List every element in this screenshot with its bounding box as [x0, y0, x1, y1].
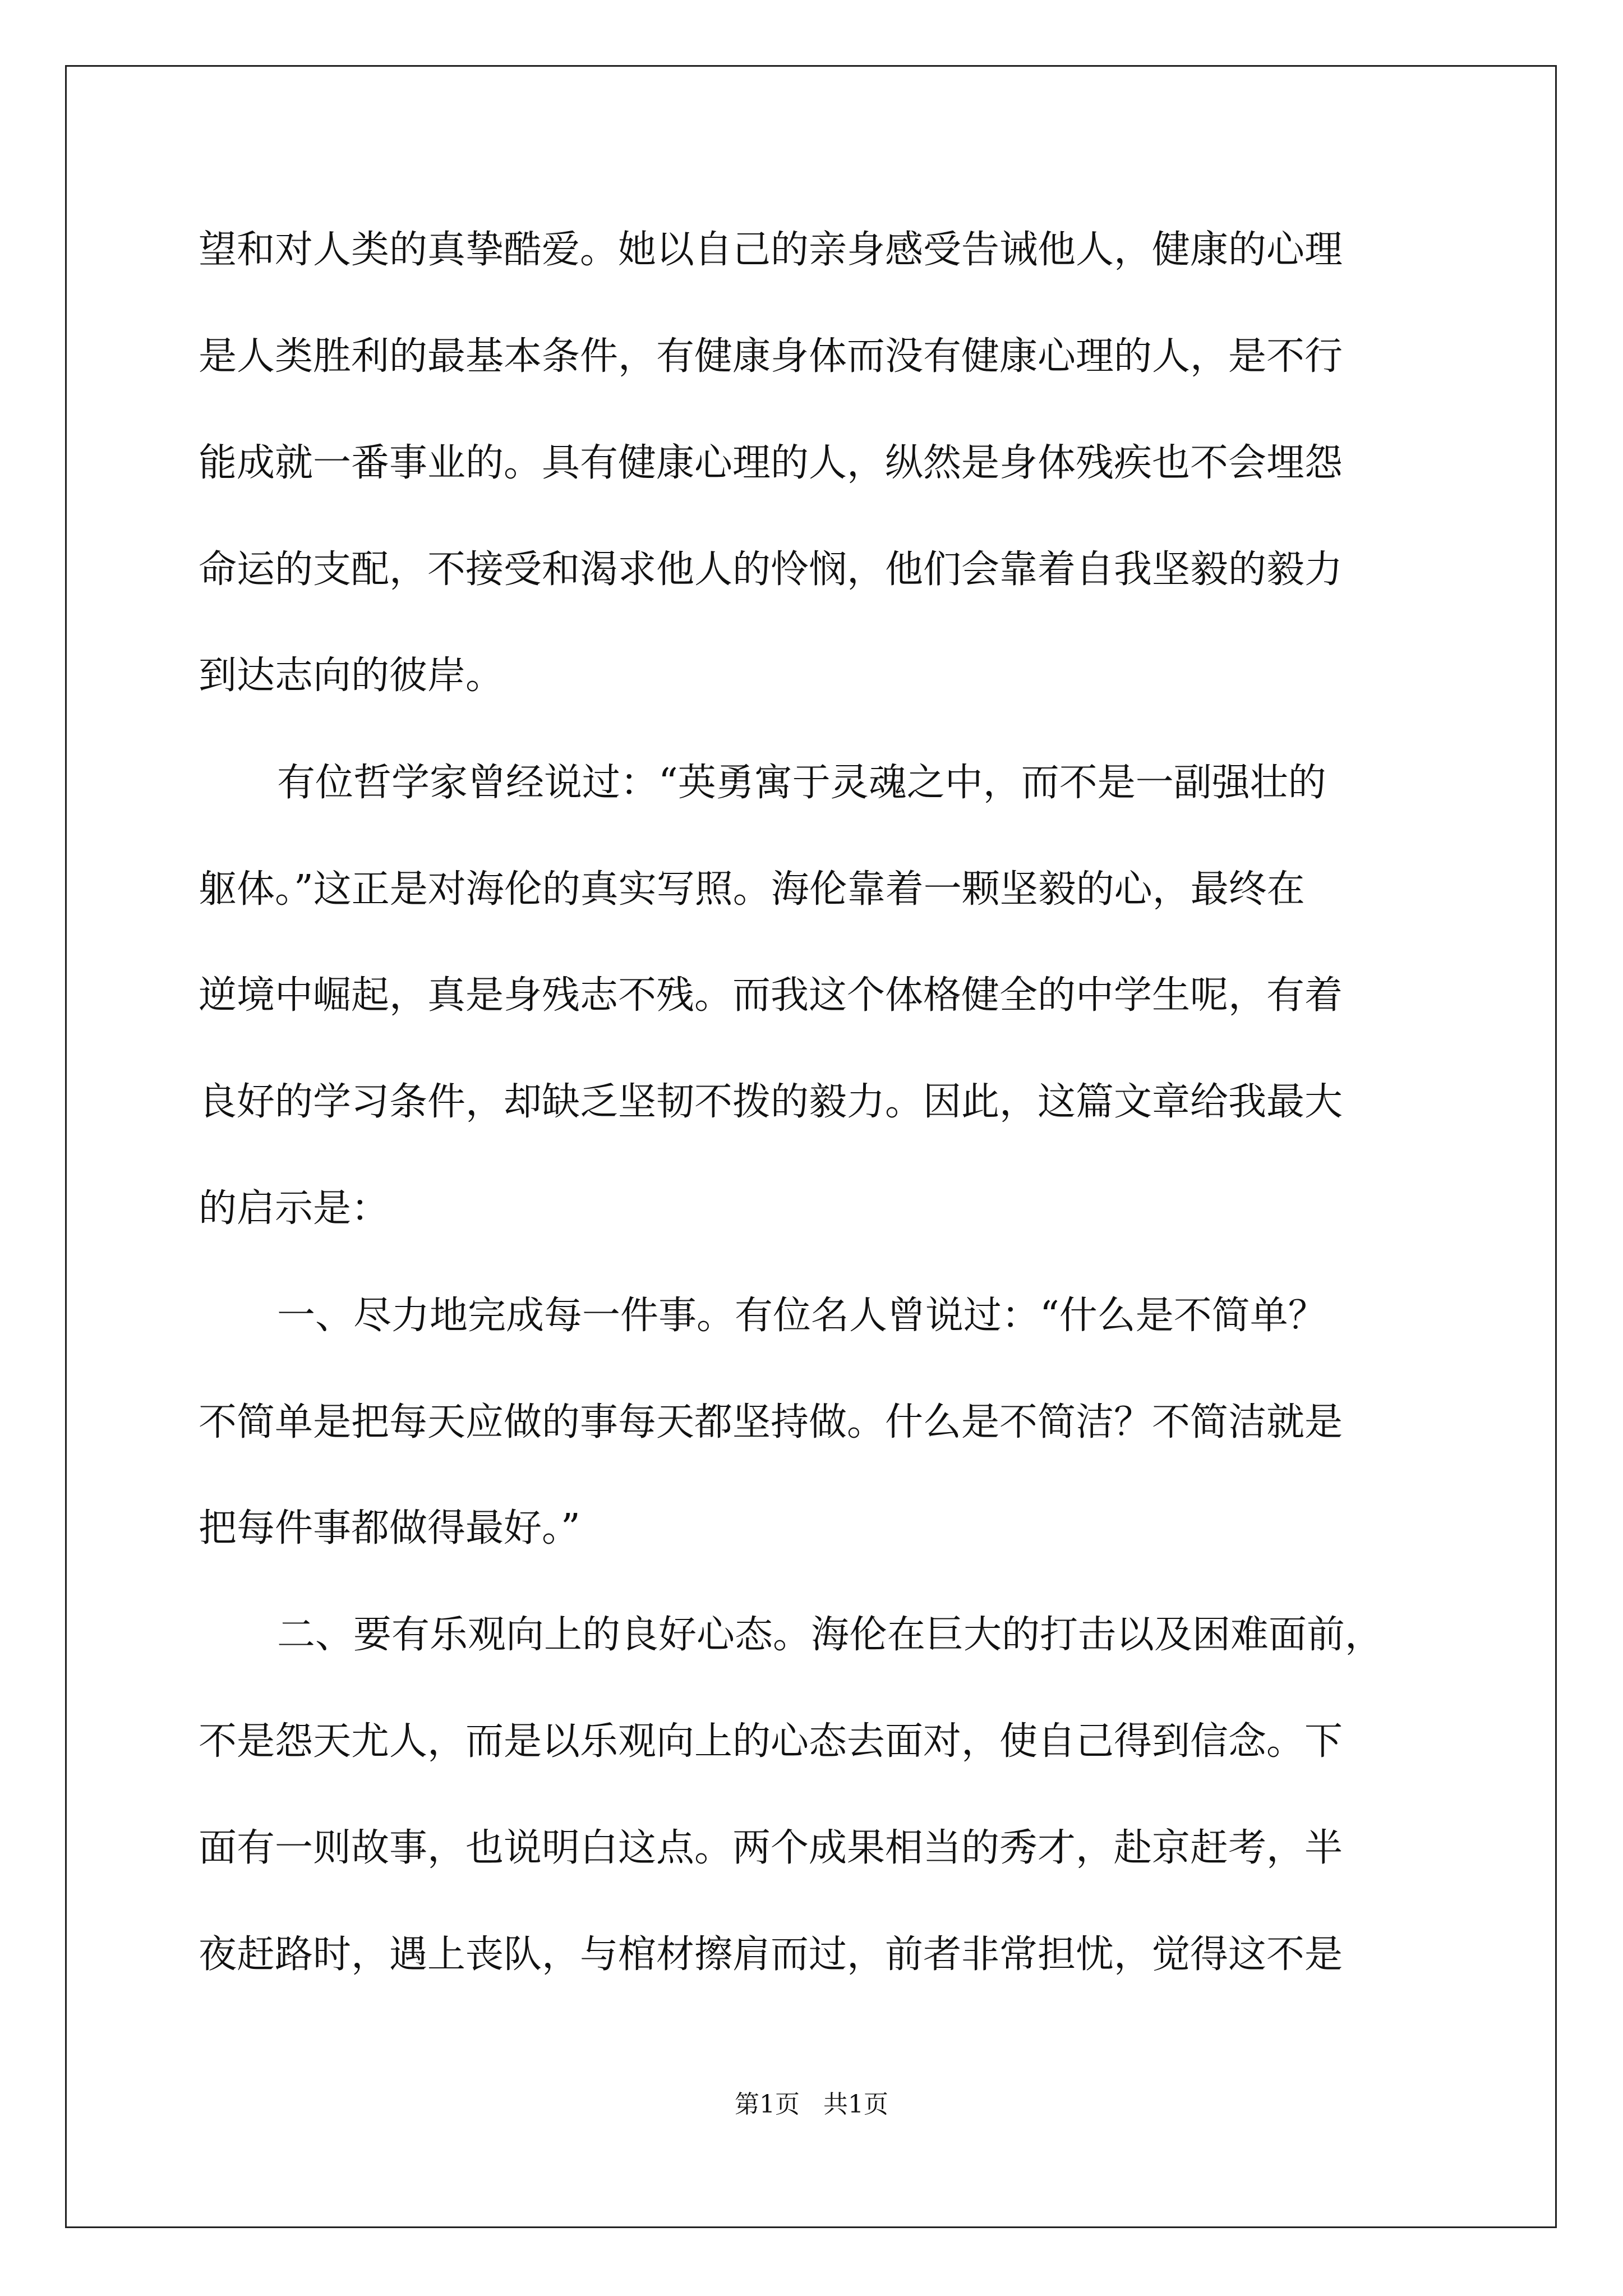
paragraph-start-line: 二、要有乐观向上的良好心态。海伦在巨大的打击以及困难面前， — [277, 1613, 1384, 1657]
text-line: 不是怨天尤人，而是以乐观向上的心态去面对，使自己得到信念。下 — [199, 1719, 1343, 1764]
page-number-footer: 第1页 共1页 — [735, 2090, 888, 2119]
text-line: 不简单是把每天应做的事每天都坚持做。什么是不简洁？不简洁就是 — [199, 1400, 1343, 1444]
page-border — [65, 65, 1557, 2228]
text-line: 面有一则故事，也说明白这点。两个成果相当的秀才，赴京赶考，半 — [199, 1826, 1343, 1870]
paragraph-start-line: 一、尽力地完成每一件事。有位名人曾说过：“什么是不简单？ — [277, 1294, 1326, 1338]
text-line: 的启示是： — [199, 1186, 390, 1231]
text-line: 逆境中崛起，真是身残志不残。而我这个体格健全的中学生呢，有着 — [199, 973, 1343, 1018]
text-line: 能成就一番事业的。具有健康心理的人，纵然是身体残疾也不会埋怨 — [199, 441, 1343, 485]
text-line: 夜赶路时，遇上丧队，与棺材擦肩而过，前者非常担忧，觉得这不是 — [199, 1932, 1343, 1977]
text-line: 躯体。”这正是对海伦的真实写照。海伦靠着一颗坚毅的心，最终在 — [199, 867, 1305, 912]
text-line: 命运的支配，不接受和渴求他人的怜悯，他们会靠着自我坚毅的毅力 — [199, 547, 1343, 592]
text-line: 良好的学习条件，却缺乏坚韧不拨的毅力。因此，这篇文章给我最大 — [199, 1080, 1343, 1124]
text-line: 把每件事都做得最好。” — [199, 1506, 580, 1550]
text-line: 望和对人类的真挚酷爱。她以自己的亲身感受告诫他人，健康的心理 — [199, 228, 1343, 272]
paragraph-start-line: 有位哲学家曾经说过：“英勇寓于灵魂之中，而不是一副强壮的 — [277, 761, 1326, 805]
text-line: 到达志向的彼岸。 — [199, 654, 504, 698]
text-line: 是人类胜利的最基本条件，有健康身体而没有健康心理的人，是不行 — [199, 334, 1343, 379]
